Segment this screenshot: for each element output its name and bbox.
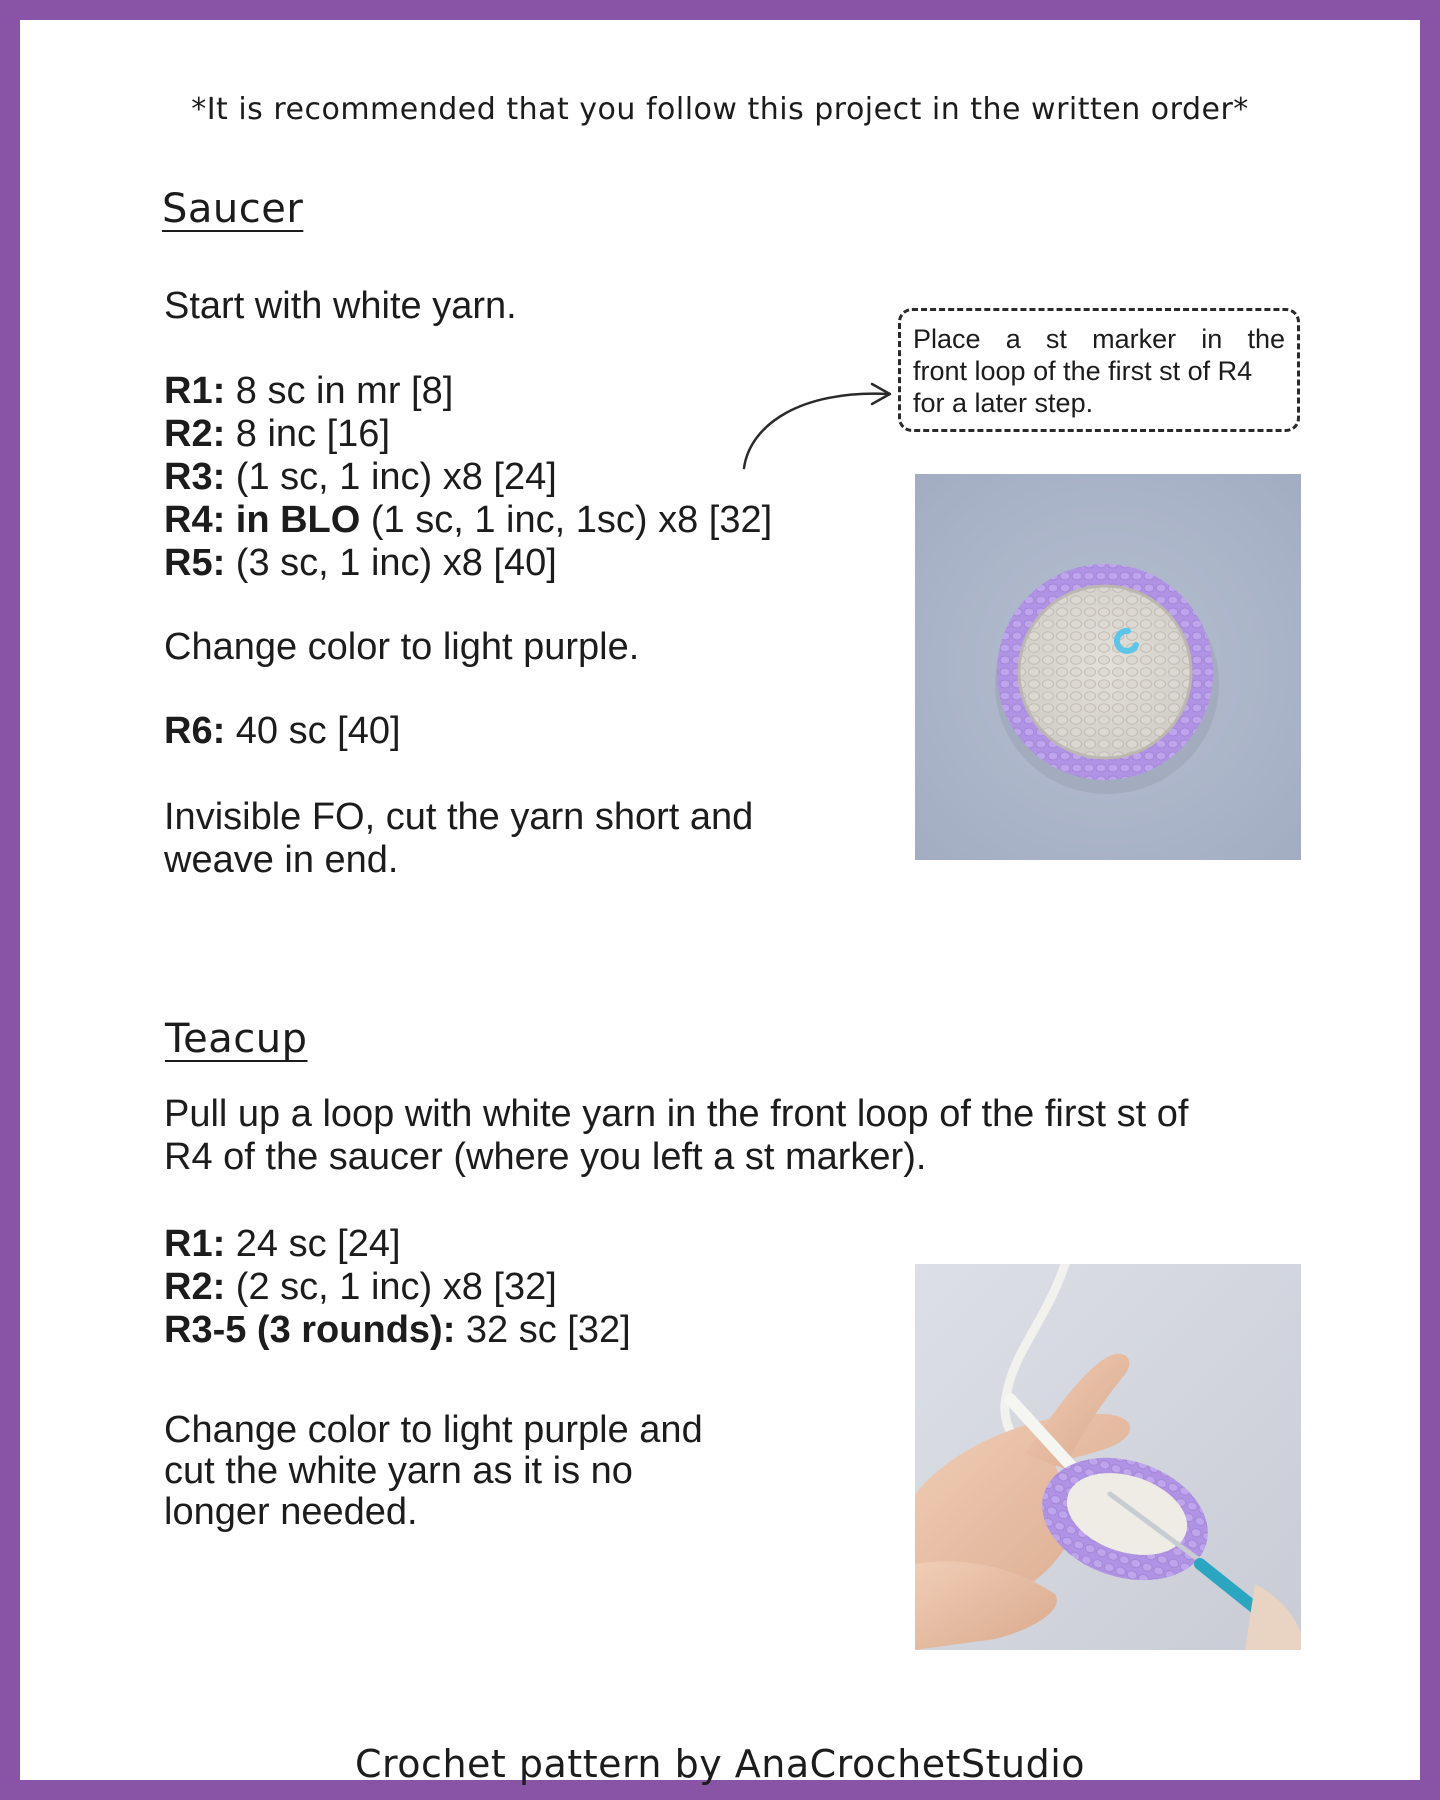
- saucer-finish: Invisible FO, cut the yarn short and weave in end.: [164, 796, 754, 881]
- saucer-rows: [164, 370, 772, 585]
- teacup-intro: Pull up a loop with white yarn in the front loop of the first st of R4 of the saucer (where you left a st marker).: [164, 1093, 1189, 1178]
- teacup-photo: [915, 1264, 1301, 1650]
- saucer-row-1: R1: 8 sc in mr [8]: [164, 370, 454, 412]
- saucer-photo: [915, 474, 1301, 860]
- pattern-credit: Crochet pattern by AnaCrochetStudio: [354, 1742, 1086, 1786]
- saucer-row-2: R2: 8 inc [16]: [164, 413, 390, 455]
- saucer-photo-image: [915, 474, 1301, 860]
- saucer-row-6: R6: 40 sc [40]: [164, 710, 401, 752]
- saucer-title: Saucer: [162, 186, 304, 232]
- order-note: *It is recommended that you follow this project in the written order*: [191, 92, 1249, 127]
- st-marker-callout: Place a st marker in the front loop of the first st of R4 for a later step.: [898, 308, 1300, 432]
- saucer-row-3: R3: (1 sc, 1 inc) x8 [24]: [164, 456, 557, 498]
- saucer-intro: Start with white yarn.: [164, 285, 517, 327]
- saucer-row-5: R5: (3 sc, 1 inc) x8 [40]: [164, 542, 557, 584]
- saucer-row-4: R4: in BLO (1 sc, 1 inc, 1sc) x8 [32]: [164, 499, 773, 541]
- teacup-row-3: R3-5 (3 rounds): 32 sc [32]: [164, 1309, 631, 1351]
- saucer-color-change: Change color to light purple.: [164, 626, 640, 668]
- teacup-color-change: Change color to light purple and cut the white yarn as it is no longer needed.: [164, 1409, 703, 1533]
- teacup-title: Teacup: [165, 1016, 308, 1062]
- teacup-photo-image: [915, 1264, 1301, 1650]
- arrow-icon: [720, 370, 900, 480]
- teacup-row-2: R2: (2 sc, 1 inc) x8 [32]: [164, 1266, 557, 1308]
- teacup-row-1: R1: 24 sc [24]: [164, 1223, 401, 1265]
- teacup-rows: [164, 1223, 631, 1352]
